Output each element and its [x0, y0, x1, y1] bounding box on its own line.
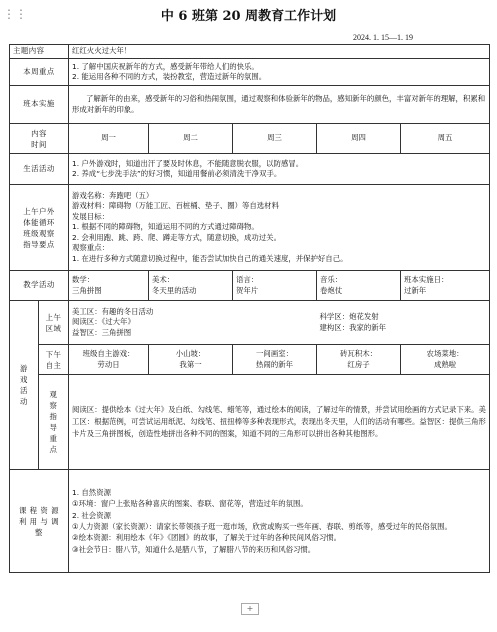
resources-label [10, 470, 69, 573]
teaching-subject: 美术： [152, 275, 175, 284]
teaching-subject: 音乐： [320, 275, 343, 284]
teaching-topic: 三角拼图 [72, 285, 102, 295]
resources-line: ①环境：窗户上张贴各种喜庆的图案、春联、窗花等，营造过年的氛围。 [72, 499, 308, 509]
resources-label-line: 整 [35, 527, 43, 537]
life-row [10, 154, 490, 185]
free-play-theme: 劳动日 [97, 359, 120, 369]
morning-area-left[interactable] [69, 301, 317, 345]
resources-label-line: 利 用 与 调 [18, 516, 60, 526]
day-header: 周二 [149, 124, 233, 154]
teaching-cell[interactable] [317, 271, 401, 301]
focus-label: 本周重点 [10, 59, 69, 86]
outdoor-line: 游戏材料：障碍物（万能工匠、百桩桶、垫子、圈）等自选材料 [72, 201, 279, 211]
free-play-venue: 班级自主游戏： [82, 349, 135, 358]
free-play-venue: 一间画室： [256, 349, 293, 358]
day-header: 周三 [233, 124, 317, 154]
teaching-topic: 贺年片 [236, 285, 259, 295]
teaching-label: 教学活动 [10, 271, 69, 301]
life-item: 1. 户外游戏时，知道出汗了要及时休息，不能随意脱衣服，以防感冒。 [72, 158, 304, 168]
focus-row [10, 59, 490, 86]
morning-area-label [39, 301, 69, 345]
theme-value[interactable]: 红红火火过大年！ [69, 45, 490, 59]
outdoor-line: 游戏名称：奔跑吧（五） [72, 190, 154, 200]
area-item: 美工区：有趣的冬日活动 [72, 306, 154, 316]
play-label-char: 动 [20, 397, 28, 406]
free-play-cell[interactable] [401, 345, 490, 375]
resources-row [10, 470, 490, 573]
observation-label-char: 察 [49, 401, 58, 410]
free-play-cell[interactable] [233, 345, 317, 375]
morning-area-row [10, 301, 490, 345]
resources-line: ②绘本资源：利用绘本《年》《团圆》的故事，了解关于过年的各种民间风俗习惯。 [72, 533, 342, 543]
morning-area-label-line: 上午 [45, 312, 62, 322]
play-label-char: 活 [20, 386, 28, 395]
table-move-handle[interactable]: ⋮⋮ [3, 7, 27, 21]
teaching-cell[interactable] [401, 271, 490, 301]
play-activity-label [10, 301, 39, 470]
outdoor-line: 2. 会利用跑、跳、跨、爬、蹲走等方式，随意切换，成功过关。 [72, 232, 281, 242]
life-item: 2. 养成“七步洗手法”的好习惯，知道用餐前必须清洗干净双手。 [72, 169, 282, 178]
outdoor-label-line: 班级观察 [23, 228, 55, 238]
resources-line: ③社会节日：腊八节，知道什么是腊八节，了解腊八节的来历和风俗习惯。 [72, 544, 316, 554]
teaching-subject: 数学： [72, 275, 95, 284]
observation-label [39, 375, 69, 470]
class-practice-content[interactable]: 了解新年的由来，感受新年的习俗和热闹氛围，通过观察和体验新年的物品，感知新年的颜色，丰富对新年的理解，积累和形成对新年的印象。 [69, 86, 490, 124]
area-item: 益智区：三角拼图 [72, 327, 132, 337]
corner-content-label: 内容 [31, 128, 47, 138]
morning-area-right[interactable] [317, 301, 490, 345]
teaching-row [10, 271, 490, 301]
schedule-corner [10, 124, 69, 154]
observation-label-char: 点 [49, 445, 58, 454]
outdoor-line: 1. 在进行多种方式随意切换过程中，能否尝试加快自己的通关速度，并保护好自己。 [72, 253, 348, 263]
teaching-subject: 班本实施日： [404, 275, 449, 284]
focus-content[interactable] [69, 59, 490, 86]
class-practice-label: 班本实施 [10, 86, 69, 124]
observation-text: 阅读区：提供绘本《过大年》及白纸、勾线笔、蜡笔等，通过绘本的阅读，了解过年的情景，并尝试用绘画的方式记录下来。美工区：根据范例，可尝试运用纸泥、勾线笔、扭扭棒等多种表现形式，表现出冬天里，人们的活动有哪些。益智区：提供三角形卡片及三角拼图板，创造性地拼出各种不同的图案，知道不同的三角形可以拼出各种其他图形。 [72, 405, 486, 438]
corner-time-label: 时间 [31, 139, 47, 149]
plan-table [9, 44, 490, 573]
observation-label-char: 观 [49, 390, 58, 399]
resources-label-line: 课 程 资 源 [18, 505, 60, 515]
page-title: 中 6 班第 20 周教育工作计划 [160, 9, 337, 24]
life-label: 生活活动 [10, 154, 69, 185]
observation-content[interactable] [69, 375, 490, 470]
observation-label-char: 导 [49, 423, 58, 432]
free-play-theme: 我第一 [179, 359, 202, 369]
area-item: 阅读区：《过大年》 [72, 317, 135, 327]
afternoon-label-line: 下午 [45, 349, 62, 359]
free-play-theme: 热闹的新年 [256, 359, 293, 369]
teaching-subject: 语言： [236, 275, 259, 284]
free-play-venue: 砖瓦积木： [340, 349, 377, 358]
observation-row [10, 375, 490, 470]
teaching-topic: 卷炮仗 [320, 285, 343, 295]
teaching-topic: 冬天里的活动 [152, 285, 197, 295]
free-play-theme: 成熟啦 [433, 359, 457, 369]
observation-label-char: 重 [49, 434, 58, 443]
area-item: 建构区：我家的新年 [319, 322, 387, 332]
add-row-button[interactable]: + [241, 603, 259, 615]
outdoor-line: 1. 根据不同的障碍物，知道运用不同的方式通过障碍物。 [72, 222, 259, 232]
afternoon-label-line: 自主 [45, 360, 62, 370]
free-play-theme: 红房子 [347, 359, 370, 369]
resources-content[interactable] [69, 470, 490, 573]
teaching-cell[interactable] [233, 271, 317, 301]
play-label-char: 戏 [20, 375, 28, 384]
outdoor-line: 发展目标： [72, 211, 109, 221]
outdoor-content[interactable] [69, 185, 490, 271]
day-header: 周四 [317, 124, 401, 154]
free-play-cell[interactable] [149, 345, 233, 375]
theme-row [10, 45, 490, 59]
resources-line: 2. 社会资源 [72, 510, 111, 520]
free-play-venue: 小山坡： [175, 349, 206, 358]
resources-line: 1. 自然资源 [72, 487, 111, 497]
day-header: 周一 [69, 124, 149, 154]
focus-item: 2. 能运用各种不同的方式，装扮教室，营造过新年的氛围。 [72, 72, 267, 81]
plan-date: 2024. 1. 15—1. 19 [353, 33, 413, 42]
class-practice-row [10, 86, 490, 124]
teaching-cell[interactable] [149, 271, 233, 301]
observation-label-char: 指 [49, 412, 58, 421]
teaching-cell[interactable] [69, 271, 149, 301]
theme-label: 主题内容 [10, 45, 69, 59]
teaching-topic: 过新年 [404, 285, 427, 295]
focus-item: 1. 了解中国庆祝新年的方式，感受新年带给人们的快乐。 [72, 61, 259, 71]
free-play-cell[interactable] [69, 345, 149, 375]
life-content[interactable] [69, 154, 490, 185]
free-play-cell[interactable] [317, 345, 401, 375]
outdoor-row [10, 185, 490, 271]
free-play-venue: 农场菜地： [426, 349, 464, 358]
outdoor-line: 观察重点： [72, 243, 109, 253]
resources-line: ①人力资源（家长资源）：请家长带领孩子逛一逛市场，欣赏或购买一些年画、春联、剪纸等，感受过年的民俗氛围。 [72, 522, 452, 531]
play-label-char: 游 [20, 364, 28, 373]
area-item: 科学区：炮花发射 [319, 312, 379, 321]
morning-area-label-line: 区域 [45, 323, 62, 333]
outdoor-label-line: 上午户外 [23, 206, 55, 216]
outdoor-label-line: 指导要点 [23, 239, 55, 249]
outdoor-label [10, 185, 69, 271]
outdoor-label-line: 体能循环 [23, 217, 55, 227]
afternoon-free-row [10, 345, 490, 375]
day-header: 周五 [401, 124, 490, 154]
afternoon-free-label [39, 345, 69, 375]
schedule-header-row [10, 124, 490, 154]
